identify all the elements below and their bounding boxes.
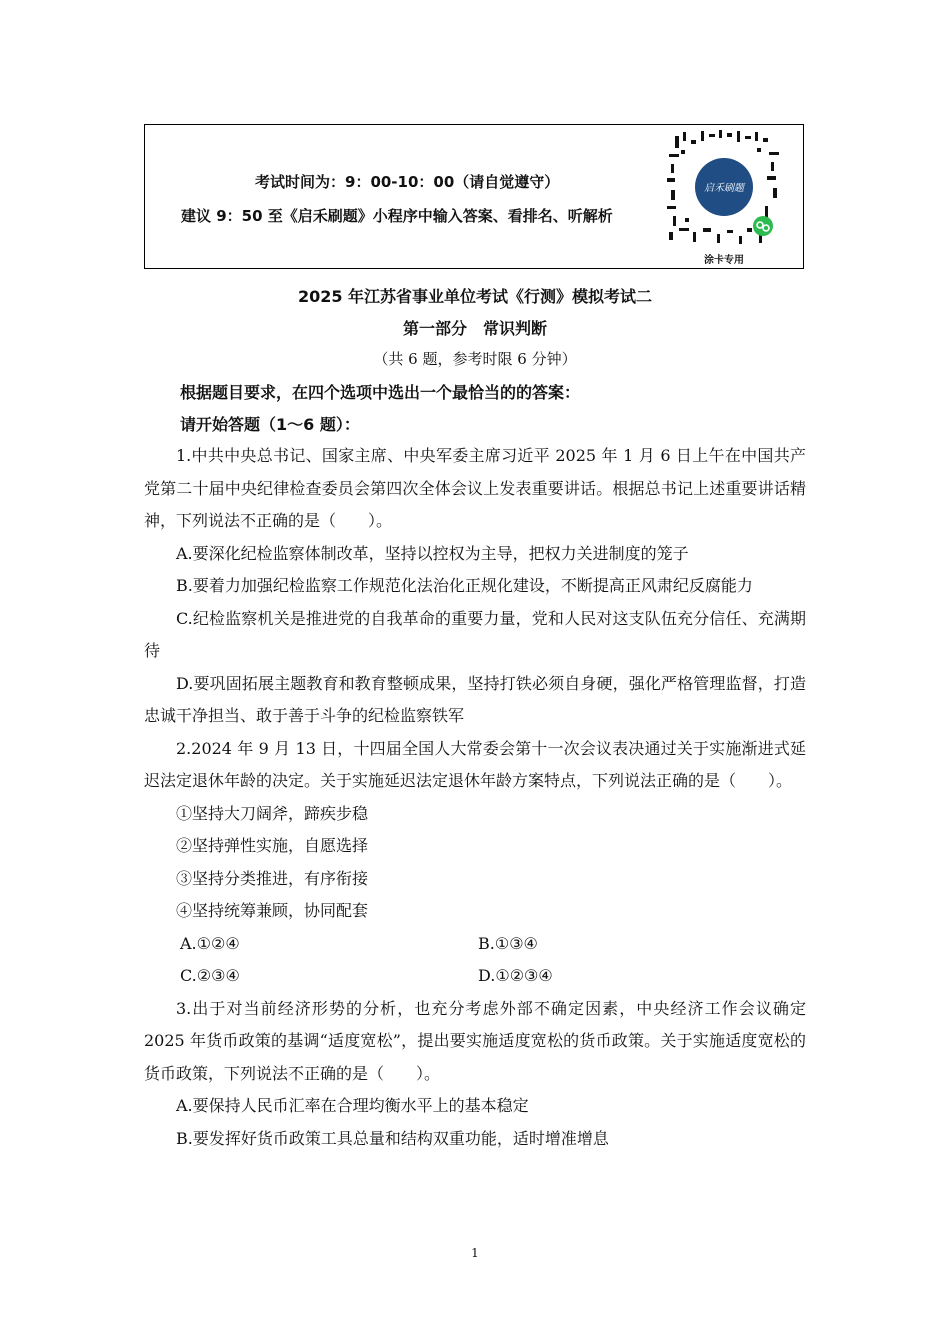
question-stem: 2.2024 年 9 月 13 日，十四届全国人大常委会第十一次会议表决通过关于实施渐进式延迟法定退休年龄的决定。关于实施延迟法定退休年龄方案特点，下列说法正确的是（ ）。 — [144, 738, 806, 790]
statement-item: ④坚持统筹兼顾，协同配套 — [176, 901, 369, 920]
qr-caption: 涂卡专用 — [704, 255, 744, 266]
statement-item: ③坚持分类推进，有序衔接 — [176, 868, 369, 888]
option-b: B.①③④ — [478, 933, 538, 953]
option-d: D.要巩固拓展主题教育和教育整顿成果，坚持打铁必须自身硬，强化严格管理监督，打造忠诚干净担当、敢于善于斗争的纪检监察铁军 — [144, 673, 806, 725]
page-number: 1 — [471, 1246, 479, 1260]
option-a: A.要保持人民币汇率在合理均衡水平上的基本稳定 — [176, 1096, 529, 1115]
option-b: B.要着力加强纪检监察工作规范化法治化正规化建设，不断提高正风肃纪反腐能力 — [176, 576, 753, 595]
question-stem: 3.出于对当前经济形势的分析，也充分考虑外部不确定因素，中央经济工作会议确定 2025 年货币政策的基调“适度宽松”，提出要实施适度宽松的货币政策。关于实施适度宽松的货币政策，下列说法不正确的是（ ）。 — [144, 998, 806, 1083]
section-title: 第一部分 常识判断 — [402, 319, 547, 338]
exam-advice-line: 建议 9：50 至《启禾刷题》小程序中输入答案、看排名、听解析 — [181, 207, 613, 225]
qr-logo-text: 启禾刷题 — [704, 183, 744, 194]
question-body — [144, 440, 806, 1155]
options-row — [144, 928, 806, 961]
option-a: A.①②④ — [180, 933, 240, 953]
question-stem: 1.中共中央总书记、国家主席、中央军委主席习近平 2025 年 1 月 6 日上午在中国共产党第二十届中央纪律检查委员会第四次全体会议上发表重要讲话。根据总书记上述重要讲话精神，下列说法不正确的是（ ）。 — [144, 446, 806, 530]
exam-title: 2025 年江苏省事业单位考试《行测》模拟考试二 — [297, 287, 653, 306]
options-row — [144, 960, 806, 993]
option-c: C.②③④ — [180, 966, 240, 985]
statement-item: ①坚持大刀阔斧，蹄疾步稳 — [176, 803, 369, 823]
option-c: C.纪检监察机关是推进党的自我革命的重要力量，党和人民对这支队伍充分信任、充满期待 — [144, 608, 806, 660]
section-subtitle: （共 6 题，参考时限 6 分钟） — [373, 350, 577, 368]
exam-notice-box — [144, 124, 804, 269]
statement-item: ②坚持弹性实施，自愿选择 — [176, 836, 369, 855]
start-instruction: 请开始答题（1～6 题）： — [180, 415, 360, 434]
option-a: A.要深化纪检监察体制改革，坚持以控权为主导，把权力关进制度的笼子 — [176, 543, 689, 563]
mini-program-qr-icon[interactable] — [665, 128, 783, 246]
option-d: D.①②③④ — [478, 966, 553, 985]
exam-time-line: 考试时间为：9：00-10：00（请自觉遵守） — [255, 173, 560, 191]
answer-instruction: 根据题目要求，在四个选项中选出一个最恰当的的答案： — [180, 383, 581, 402]
option-b: B.要发挥好货币政策工具总量和结构双重功能，适时增准增息 — [176, 1128, 609, 1148]
